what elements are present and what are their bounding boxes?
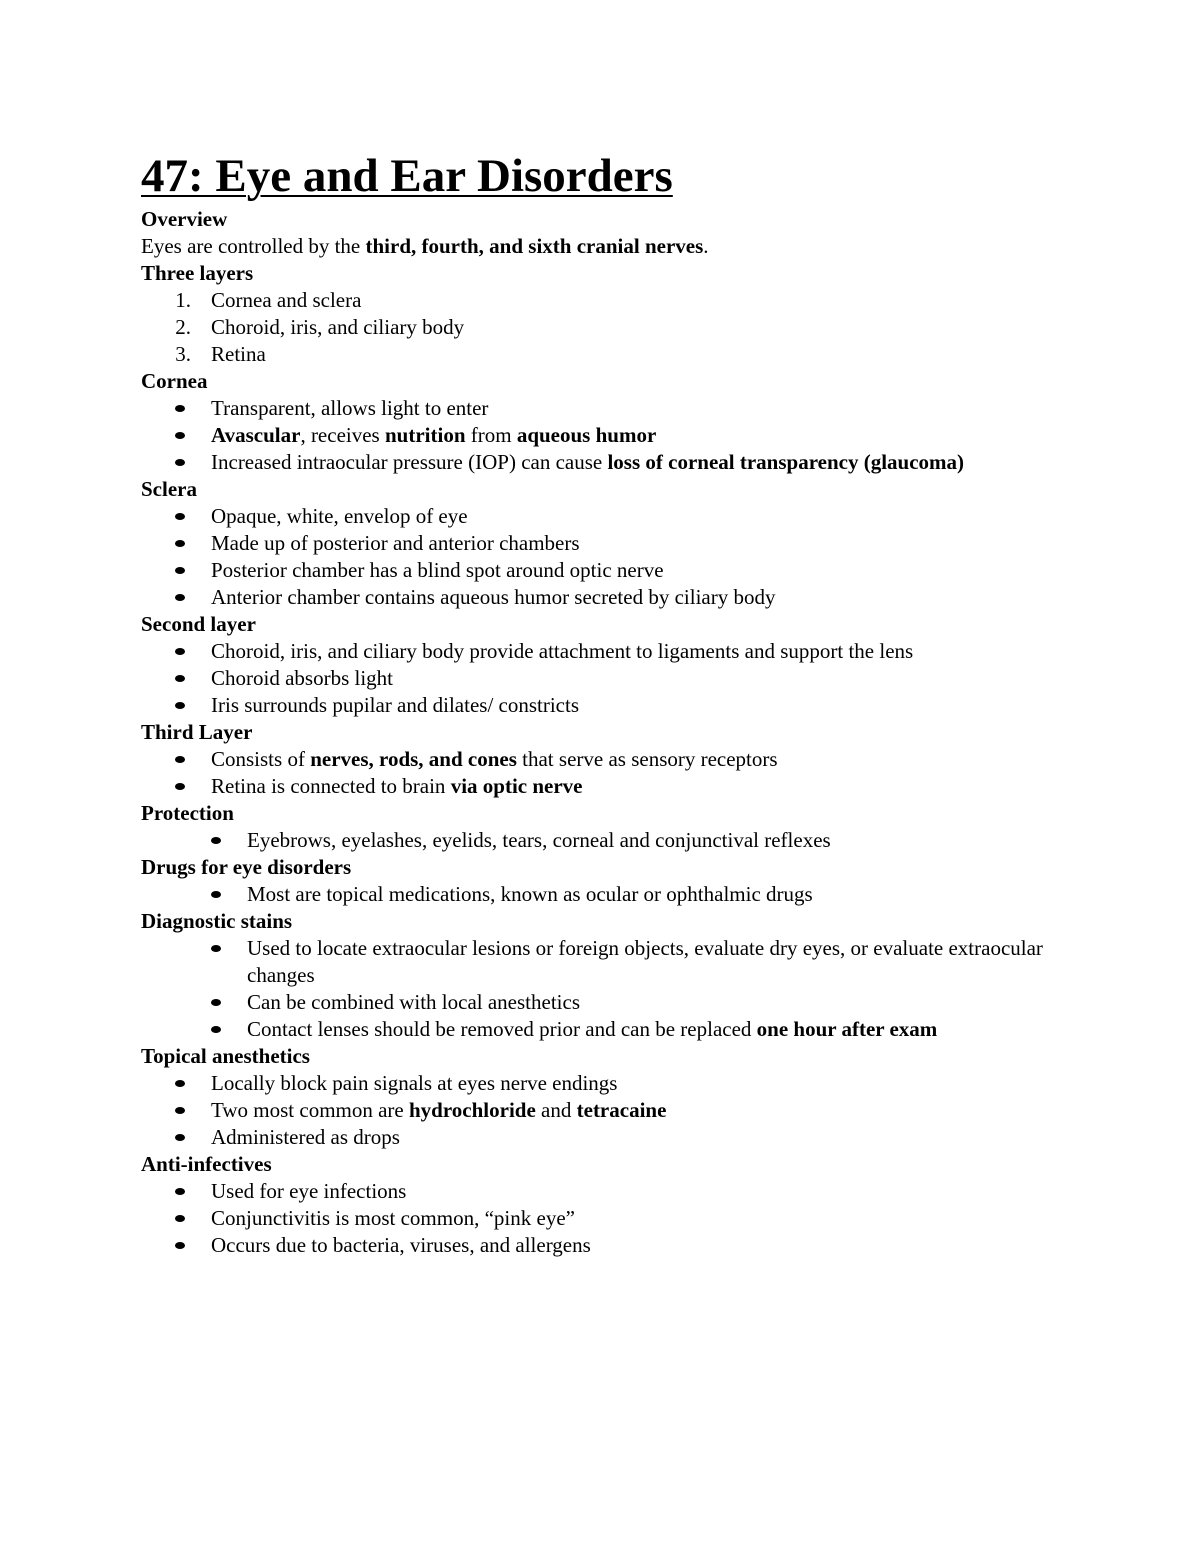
three-layers-list: [141, 287, 1101, 368]
bold-text: nutrition: [384, 423, 466, 447]
list-item-text: Occurs due to bacteria, viruses, and allergens: [211, 1233, 591, 1257]
list-item-text: Used for eye infections: [211, 1179, 407, 1203]
protection-list: [141, 827, 1101, 854]
heading-topical-anesthetics: Topical anesthetics: [141, 1044, 310, 1068]
heading-third-layer: Third Layer: [141, 720, 253, 744]
list-number: 2.: [175, 315, 191, 339]
list-item: [141, 422, 1101, 449]
heading-drugs: Drugs for eye disorders: [141, 855, 352, 879]
list-item: [141, 449, 1101, 476]
heading-anti-infectives: Anti-infectives: [141, 1152, 272, 1176]
bold-text: loss of corneal transparency (glaucoma): [607, 450, 965, 474]
heading-three-layers: Three layers: [141, 261, 254, 285]
list-item-text: Most are topical medications, known as ocular or ophthalmic drugs: [247, 882, 813, 906]
list-item: [141, 935, 1047, 989]
bold-text: nerves, rods, and cones: [310, 747, 517, 771]
list-item-text: from: [465, 423, 517, 447]
list-item-text: Two most common are: [211, 1098, 409, 1122]
list-item: [141, 1070, 1101, 1097]
list-item-text: Choroid, iris, and ciliary body: [211, 315, 465, 339]
list-item: [141, 1178, 1101, 1205]
bold-text: hydrochloride: [409, 1098, 536, 1122]
list-item-text: Posterior chamber has a blind spot around optic nerve: [211, 558, 664, 582]
list-item: [141, 503, 1101, 530]
list-item-text: Conjunctivitis is most common, “pink eye”: [211, 1206, 575, 1230]
bold-text: one hour after exam: [756, 1017, 938, 1041]
bold-text: tetracaine: [576, 1098, 667, 1122]
list-item: [141, 638, 1101, 665]
list-item: [141, 773, 1101, 800]
list-number: 1.: [175, 288, 191, 312]
list-item: [141, 530, 1101, 557]
drugs-list: [141, 881, 1101, 908]
second-layer-list: [141, 638, 1101, 719]
list-item: [141, 827, 1101, 854]
list-number: 3.: [175, 342, 191, 366]
list-item: [141, 1097, 1101, 1124]
list-item-text: Choroid absorbs light: [211, 666, 393, 690]
list-item: [141, 989, 1101, 1016]
overview-text: [141, 233, 1101, 260]
list-item-text: Contact lenses should be removed prior and can be replaced: [247, 1017, 757, 1041]
stains-list: [141, 935, 1101, 1043]
list-item-text: that serve as sensory receptors: [516, 747, 778, 771]
list-item: [141, 1124, 1101, 1151]
list-item: [141, 314, 1101, 341]
heading-protection: Protection: [141, 801, 234, 825]
overview-text-bold: third, fourth, and sixth cranial nerves: [365, 234, 704, 258]
list-item-text: Administered as drops: [211, 1125, 400, 1149]
list-item: [141, 692, 1101, 719]
list-item-text: Eyebrows, eyelashes, eyelids, tears, corneal and conjunctival reflexes: [247, 828, 831, 852]
list-item-text: Choroid, iris, and ciliary body provide attachment to ligaments and support the lens: [211, 639, 914, 663]
list-item: [141, 341, 1101, 368]
list-item: [141, 557, 1101, 584]
list-item-text: , receives: [300, 423, 385, 447]
heading-cornea: Cornea: [141, 369, 208, 393]
list-item-text: Used to locate extraocular lesions or foreign objects, evaluate dry eyes, or evaluate extraocular changes: [247, 936, 1043, 987]
list-item-text: Consists of: [211, 747, 311, 771]
list-item-text: Locally block pain signals at eyes nerve endings: [211, 1071, 618, 1095]
list-item-text: Cornea and sclera: [211, 288, 362, 312]
cornea-list: [141, 395, 1101, 476]
list-item-text: Iris surrounds pupilar and dilates/ constricts: [211, 693, 580, 717]
list-item-text: Can be combined with local anesthetics: [247, 990, 580, 1014]
list-item: [141, 1205, 1101, 1232]
list-item: [141, 584, 1101, 611]
list-item: [141, 395, 1101, 422]
page-title: 47: Eye and Ear Disorders: [141, 150, 673, 202]
bold-text: aqueous humor: [516, 423, 657, 447]
list-item: [141, 746, 1101, 773]
heading-sclera: Sclera: [141, 477, 197, 501]
list-item-text: and: [535, 1098, 577, 1122]
bold-text: via optic nerve: [450, 774, 583, 798]
list-item-text: Anterior chamber contains aqueous humor secreted by ciliary body: [211, 585, 776, 609]
list-item-text: Increased intraocular pressure (IOP) can cause: [211, 450, 608, 474]
overview-text-c: .: [703, 234, 709, 258]
heading-second-layer: Second layer: [141, 612, 256, 636]
list-item: [141, 1016, 1101, 1043]
bold-text: Avascular: [211, 423, 301, 447]
list-item: [141, 287, 1101, 314]
list-item-text: Opaque, white, envelop of eye: [211, 504, 468, 528]
list-item: [141, 881, 1101, 908]
third-layer-list: [141, 746, 1101, 800]
heading-diagnostic-stains: Diagnostic stains: [141, 909, 293, 933]
list-item-text: Retina is connected to brain: [211, 774, 451, 798]
list-item: [141, 665, 1101, 692]
anesthetics-list: [141, 1070, 1101, 1151]
sclera-list: [141, 503, 1101, 611]
list-item-text: Made up of posterior and anterior chambers: [211, 531, 580, 555]
list-item-text: Transparent, allows light to enter: [211, 396, 489, 420]
list-item-text: Retina: [211, 342, 266, 366]
anti-infectives-list: [141, 1178, 1101, 1259]
heading-overview: Overview: [141, 207, 228, 231]
list-item: [141, 1232, 1101, 1259]
document-page: [141, 148, 1101, 1259]
overview-text-a: Eyes are controlled by the: [141, 234, 366, 258]
